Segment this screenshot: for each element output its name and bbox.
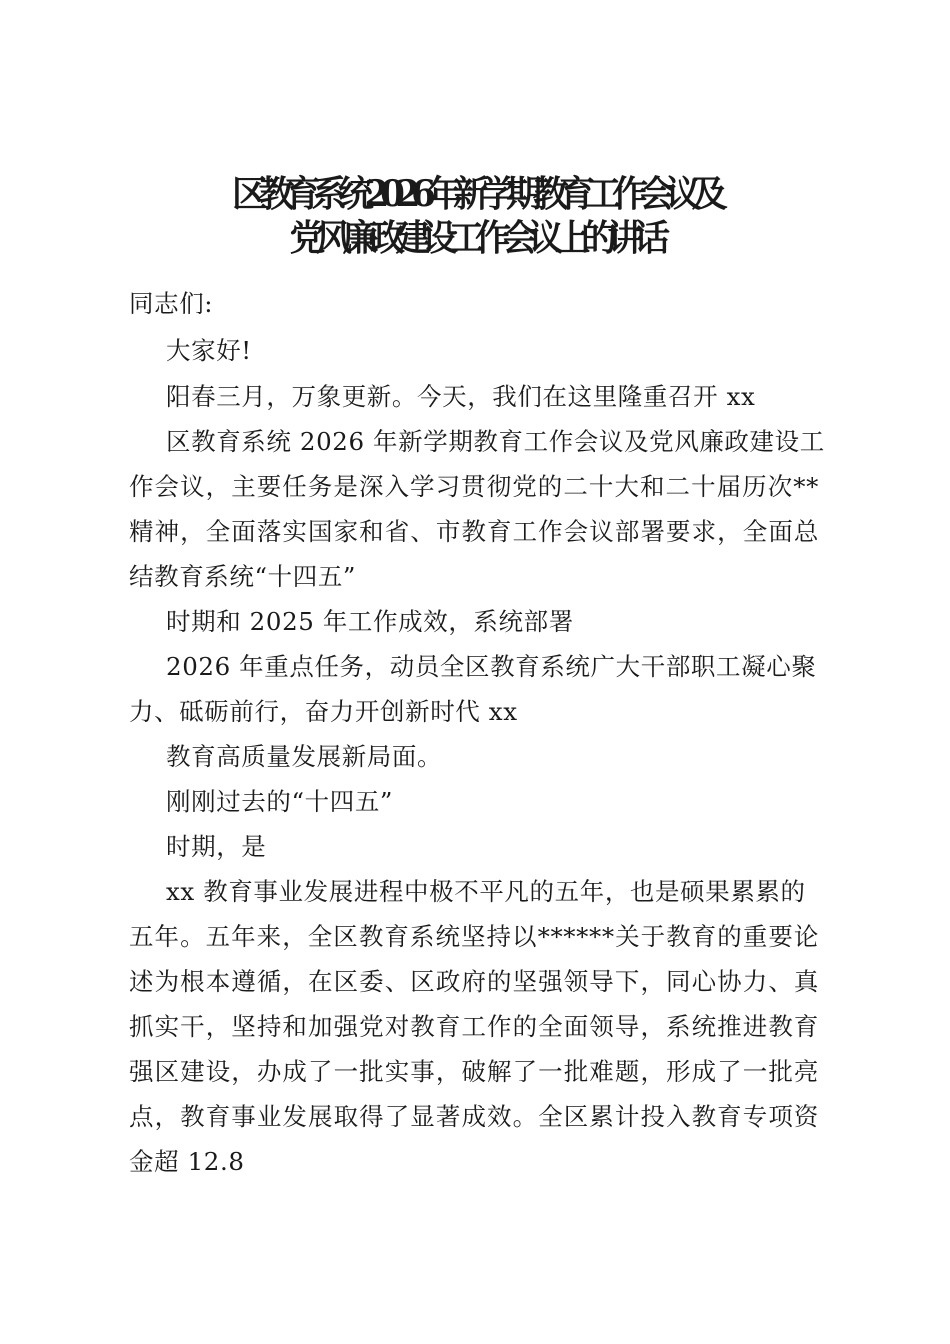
body-line: 结教育系统“十四五” (129, 562, 357, 591)
body-line: 抓实干，坚持和加强党对教育工作的全面领导，系统推进教育 (129, 1012, 819, 1041)
body-line: 作会议，主要任务是深入学习贯彻党的二十大和二十届历次** (129, 472, 819, 501)
body-line: 阳春三月，万象更新。今天，我们在这里隆重召开 xx (166, 382, 756, 411)
body-line: 力、砥砺前行，奋力开创新时代 xx (129, 697, 518, 726)
title-line-1: 区教育系统2026年新学期教育工作会议及 (231, 173, 719, 215)
body-line: 区教育系统 2026 年新学期教育工作会议及党风廉政建设工 (166, 427, 825, 456)
body-line: 2026 年重点任务，动员全区教育系统广大干部职工凝心聚 (166, 652, 817, 681)
body-line: 五年。五年来，全区教育系统坚持以******关于教育的重要论 (129, 922, 819, 951)
body-line: 强区建设，办成了一批实事，破解了一批难题，形成了一批亮 (129, 1057, 819, 1086)
body-line: 述为根本遵循，在区委、区政府的坚强领导下，同心协力、真 (129, 967, 819, 996)
body-line: 时期，是 (166, 832, 267, 861)
title-line-2: 党风廉政建设工作会议上的讲话 (289, 217, 661, 259)
body-line: 大家好! (166, 336, 252, 365)
salutation: 同志们: (129, 289, 214, 318)
body-line: 教育高质量发展新局面。 (166, 742, 443, 771)
body-line: 金超 12.8 (129, 1147, 245, 1176)
body-line: 精神，全面落实国家和省、市教育工作会议部署要求，全面总 (129, 517, 819, 546)
body-line: 刚刚过去的“十四五” (166, 787, 394, 816)
body-line: 时期和 2025 年工作成效，系统部署 (166, 607, 574, 636)
body-line: 点，教育事业发展取得了显著成效。全区累计投入教育专项资 (129, 1102, 819, 1131)
body-line: xx 教育事业发展进程中极不平凡的五年，也是硕果累累的 (166, 877, 806, 906)
